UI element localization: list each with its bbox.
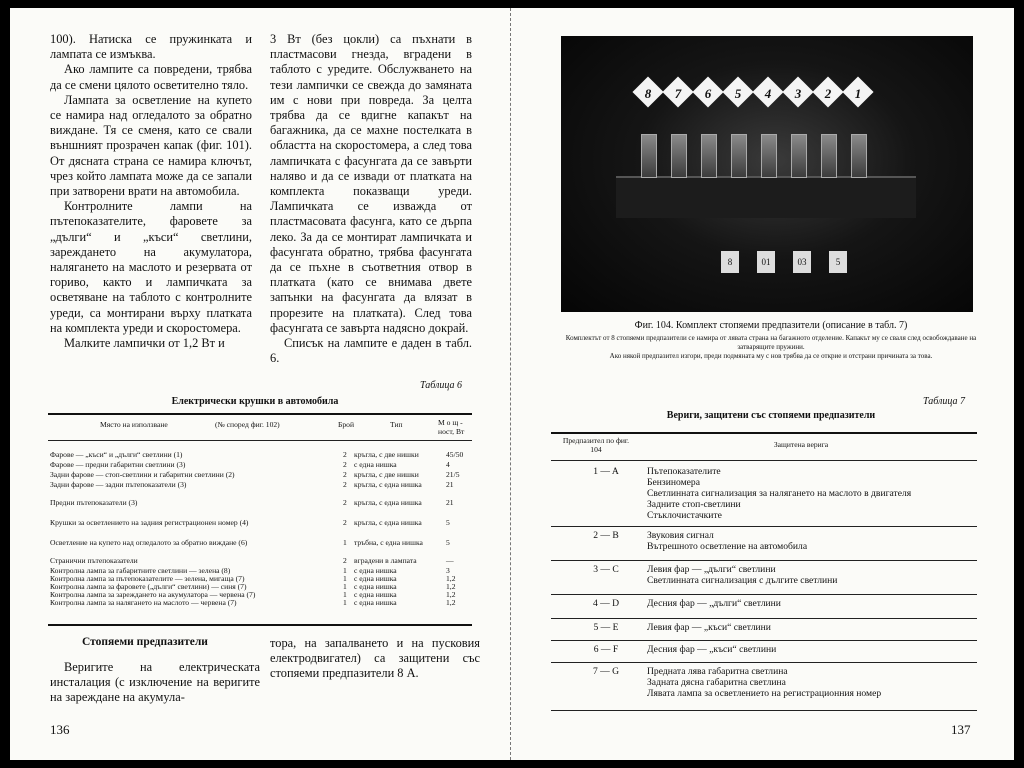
table-6-cell-qty: 2 bbox=[343, 498, 347, 507]
table-6-cell-type: с една нишка bbox=[354, 566, 397, 575]
left-column-2 bbox=[270, 32, 472, 366]
figure-note-1: Комплектът от 8 стопяеми предпазители се намира от лявата страна на багажното отделение. Капакът му се сваля след освобождаване на затварящите пружини. bbox=[565, 334, 977, 351]
table-6-cell-qty: 1 bbox=[343, 566, 347, 575]
table-7-cell-circuit: Предната лява габаритна светлина bbox=[647, 666, 788, 677]
fuse-tag-number: 7 bbox=[674, 86, 682, 101]
fuse-tag-number: 6 bbox=[704, 86, 712, 101]
table-7-title: Вериги, защитени със стопяеми предпазители bbox=[666, 410, 876, 421]
table-7-header-rule bbox=[551, 460, 977, 461]
table-6-cell-power: 4 bbox=[446, 460, 450, 469]
table-6-cell-power: 1,2 bbox=[446, 590, 456, 599]
fuse-tag-number: 4 bbox=[764, 86, 772, 101]
table-6-cell-qty: 2 bbox=[343, 556, 347, 565]
bottom-paragraph-1: Веригите на електрическата инсталация (с изключение на веригите на зареждане на акумула- bbox=[50, 660, 260, 705]
table-6-cell-power: 5 bbox=[446, 538, 450, 547]
table-6-cell-place: Странични пътепоказатели bbox=[50, 556, 138, 565]
fuse-slot-label: 03 bbox=[793, 251, 811, 273]
table-6-header-qty: Брой bbox=[338, 420, 355, 429]
fuse-tag-number: 2 bbox=[824, 86, 832, 101]
fuse-slot-label: 5 bbox=[829, 251, 847, 273]
table-7-cell-code: 2 — B bbox=[593, 530, 619, 541]
left-page bbox=[10, 8, 510, 760]
fuse-tag-number: 3 bbox=[794, 86, 802, 101]
table-6-cell-place: Задни фарове — стоп-светлини и габаритни светлини (2) bbox=[50, 470, 235, 479]
table-7-cell-code: 1 — A bbox=[593, 466, 619, 477]
table-7-row-rule bbox=[551, 594, 977, 595]
left-column-1 bbox=[50, 32, 252, 351]
paragraph: Лампата за осветление на купето се намира над огледалото за обратно виждане. Тя се сменя, като се свали външният прозрачен капак (фиг. 101). От дясната страна се намира ключът, чрез който лампата може да се запали при затворени врати на автомобила. bbox=[50, 92, 252, 199]
table-7-cell-circuit: Вътрешното осветление на автомобила bbox=[647, 541, 808, 552]
table-6-cell-place: Крушки за осветлението на задния регистрационен номер (4) bbox=[50, 518, 249, 527]
table-7-row-rule bbox=[551, 662, 977, 663]
fuse-cartridge bbox=[731, 134, 747, 178]
bottom-column-1 bbox=[50, 660, 260, 706]
table-7-cell-circuit: Звуковия сигнал bbox=[647, 530, 714, 541]
table-7-label: Таблица 7 bbox=[923, 396, 965, 407]
table-7-cell-circuit: Пътепоказателите bbox=[647, 466, 721, 477]
paragraph: Списък на лампите е даден в табл. 6. bbox=[270, 336, 472, 366]
fuse-box-photo bbox=[561, 36, 973, 312]
table-6-cell-type: вградени в лампата bbox=[354, 556, 417, 565]
table-7-cell-code: 3 — C bbox=[593, 564, 619, 575]
table-6-cell-place: Осветление на купето над огледалото за обратно виждане (6) bbox=[50, 538, 248, 547]
table-7-header-code: Предпазител по фиг. 104 bbox=[562, 436, 630, 454]
table-6-cell-power: 45/50 bbox=[446, 450, 464, 459]
table-7-cell-circuit: Десния фар — „дълги“ светлини bbox=[647, 598, 781, 609]
fuse-cartridge bbox=[851, 134, 867, 178]
table-7-row-rule bbox=[551, 618, 977, 619]
paragraph: Ако лампите са повредени, трябва да се смени цялото осветително тяло. bbox=[50, 62, 252, 92]
table-6-cell-qty: 1 bbox=[343, 598, 347, 607]
table-6-cell-type: с една нишка bbox=[354, 590, 397, 599]
table-6-cell-qty: 1 bbox=[343, 582, 347, 591]
paragraph: 100). Натиска се пружинката и лампата се измъква. bbox=[50, 32, 252, 62]
figure-note-2: Ако някой предпазител изгори, преди подмяната му с нов трябва да се открие и отстрани причината за това. bbox=[609, 352, 933, 360]
table-7-cell-code: 6 — F bbox=[593, 644, 619, 655]
table-6-cell-type: с една нишка bbox=[354, 582, 397, 591]
table-7-header-circuit: Защитена верига bbox=[773, 440, 829, 449]
table-7-row-rule bbox=[551, 526, 977, 527]
table-6-title: Електрически крушки в автомобила bbox=[171, 396, 339, 407]
fuse-cartridge bbox=[791, 134, 807, 178]
fuse-slot-label: 01 bbox=[757, 251, 775, 273]
table-7-cell-circuit: Светлинната сигнализация за налягането на маслото в двигателя bbox=[647, 488, 912, 499]
table-7-cell-code: 4 — D bbox=[592, 598, 620, 609]
table-6-cell-type: с една нишка bbox=[354, 574, 397, 583]
table-7-cell-circuit: Светлинната сигнализация с дългите светлини bbox=[647, 575, 838, 586]
table-7-row-rule bbox=[551, 560, 977, 561]
table-6-cell-type: кръгла, с две нишки bbox=[354, 470, 419, 479]
table-6-cell-power: 21 bbox=[446, 498, 454, 507]
table-6-cell-power: 3 bbox=[446, 566, 450, 575]
paragraph: Малките лампички от 1,2 Вт и bbox=[64, 336, 225, 351]
table-6-header-fig: (№ според фиг. 102) bbox=[215, 420, 280, 429]
table-6-cell-qty: 2 bbox=[343, 518, 347, 527]
table-6-cell-qty: 2 bbox=[343, 450, 347, 459]
fuse-tag-number: 1 bbox=[854, 86, 862, 101]
fuse-cartridge bbox=[761, 134, 777, 178]
table-6-cell-qty: 1 bbox=[343, 574, 347, 583]
table-6-cell-qty: 2 bbox=[343, 480, 347, 489]
table-6-cell-place: Фарове — „къси“ и „дълги“ светлини (1) bbox=[50, 450, 183, 459]
table-6-cell-type: кръгла, с една нишка bbox=[354, 518, 422, 527]
table-6-cell-place: Контролна лампа за зареждането на акумулатора — червена (7) bbox=[50, 590, 256, 599]
bottom-paragraph-2: тора, на запалването и на пусковия електродвигател) са защитени със стопяеми предпазители 8 А. bbox=[270, 636, 480, 681]
table-6-cell-type: кръгла, с една нишка bbox=[354, 480, 422, 489]
table-7-cell-circuit: Стъклочистачките bbox=[647, 510, 722, 521]
table-7-top-rule bbox=[551, 432, 977, 434]
fuse-cartridge bbox=[701, 134, 717, 178]
table-6-cell-power: 21 bbox=[446, 480, 454, 489]
table-6-cell-power: 1,2 bbox=[446, 574, 456, 583]
table-6-cell-power: 5 bbox=[446, 518, 450, 527]
table-6-top-rule bbox=[48, 413, 472, 415]
table-7-cell-circuit: Бензиномера bbox=[647, 477, 700, 488]
table-6-cell-type: с една нишка bbox=[354, 460, 397, 469]
table-6-cell-type: кръгла, с една нишка bbox=[354, 498, 422, 507]
table-6-bottom-rule bbox=[48, 624, 472, 626]
table-6-cell-place: Контролна лампа за пътепоказателите — зелена, мигаща (7) bbox=[50, 574, 245, 583]
table-7-cell-circuit: Лявата лампа за осветлението на регистрационния номер bbox=[647, 688, 882, 699]
bottom-column-2 bbox=[270, 636, 480, 682]
table-6-header-power: М о щ - ност, Вт bbox=[438, 418, 465, 436]
table-6-cell-power: 1,2 bbox=[446, 598, 456, 607]
table-7-cell-circuit: Задните стоп-светлини bbox=[647, 499, 741, 510]
table-6-cell-power: — bbox=[446, 556, 454, 565]
right-page bbox=[510, 8, 1015, 760]
fuse-slot-label: 8 bbox=[721, 251, 739, 273]
table-6-cell-place: Фарове — предни габаритни светлини (3) bbox=[50, 460, 186, 469]
table-6-header-rule bbox=[48, 440, 472, 441]
fuse-tag-number: 8 bbox=[644, 86, 652, 101]
table-6-cell-power: 1,2 bbox=[446, 582, 456, 591]
fuse-tag-number: 5 bbox=[734, 86, 742, 101]
table-7-cell-circuit: Задната дясна габаритна светлина bbox=[647, 677, 786, 688]
book-spread bbox=[10, 8, 1014, 760]
table-7-cell-code: 7 — G bbox=[592, 666, 620, 677]
table-6-cell-qty: 2 bbox=[343, 470, 347, 479]
table-6-cell-type: кръгла, с две нишки bbox=[354, 450, 419, 459]
table-6-label: Таблица 6 bbox=[420, 380, 462, 391]
table-7-cell-circuit: Десния фар — „къси“ светлини bbox=[647, 644, 777, 655]
paragraph: 3 Вт (без цокли) са пъхнати в пластмасови гнезда, вградени в таблото с уредите. Обслужването на тези лампички се свежда до замяната им с нови при повреда. За целта трябва да се вдигне капакът на багажника, да се махне постелката в областта на скоростомера, а след това лампичката с фасунгата да се завърти наляво и да се извади от платката на комплекта показващи уреди. Лампичката се изважда от пластмасовата фасунга, като се дърпа леко. За да се монтират лампичката и фасунгата обратно, трябва фасунгата да се пъхне в съответния отвор в платката (като се внимава двете запънки на фасунгата да влязат в прорезите на платката). След това фасунгата се завърта надясно докрай. bbox=[270, 32, 472, 335]
fuse-cartridge bbox=[671, 134, 687, 178]
page-number-left: 136 bbox=[50, 722, 70, 737]
table-6-cell-place: Контролна лампа за габаритните светлини — зелена (8) bbox=[50, 566, 231, 575]
section-heading: Стопяеми предпазители bbox=[82, 636, 208, 648]
table-6-cell-qty: 1 bbox=[343, 590, 347, 599]
table-7-cell-circuit: Левия фар — „дълги“ светлини bbox=[647, 564, 776, 575]
table-6-cell-place: Контролна лампа за фаровете („дълги“ светлини) — синя (7) bbox=[50, 582, 247, 591]
fuse-cartridge bbox=[821, 134, 837, 178]
table-6-cell-place: Предни пътепоказатели (3) bbox=[50, 498, 138, 507]
table-7-cell-code: 5 — E bbox=[593, 622, 619, 633]
fuse-box-base bbox=[616, 176, 916, 218]
table-6-cell-place: Контролна лампа за налягането на маслото — червена (7) bbox=[50, 598, 237, 607]
table-6-cell-type: с една нишка bbox=[354, 598, 397, 607]
table-7-row-rule bbox=[551, 710, 977, 711]
figure-caption: Фиг. 104. Комплект стопяеми предпазители (описание в табл. 7) bbox=[634, 320, 908, 331]
table-6-cell-power: 21/5 bbox=[446, 470, 460, 479]
table-7-row-rule bbox=[551, 640, 977, 641]
table-7-cell-circuit: Левия фар — „къси“ светлини bbox=[647, 622, 771, 633]
page-number-right: 137 bbox=[951, 722, 971, 737]
table-6-header-type: Тип bbox=[390, 420, 403, 429]
table-6-cell-qty: 1 bbox=[343, 538, 347, 547]
table-6-cell-qty: 2 bbox=[343, 460, 347, 469]
table-6-header-place: Място на използване bbox=[100, 420, 168, 429]
table-6-cell-type: тръбна, с една нишка bbox=[354, 538, 423, 547]
table-6-cell-place: Задни фарове — задни пътепоказатели (3) bbox=[50, 480, 187, 489]
fuse-cartridge bbox=[641, 134, 657, 178]
paragraph: Контролните лампи на пътепоказателите, фаровете за „дълги“ и „къси“ светлини, зареждането на акумулатора, налягането на маслото и резервата от гориво, както и лампичката за осветяване на таблото с контролните уреди, са монтирани върху платката на комплекта уреди и скоростомера. bbox=[50, 199, 252, 335]
